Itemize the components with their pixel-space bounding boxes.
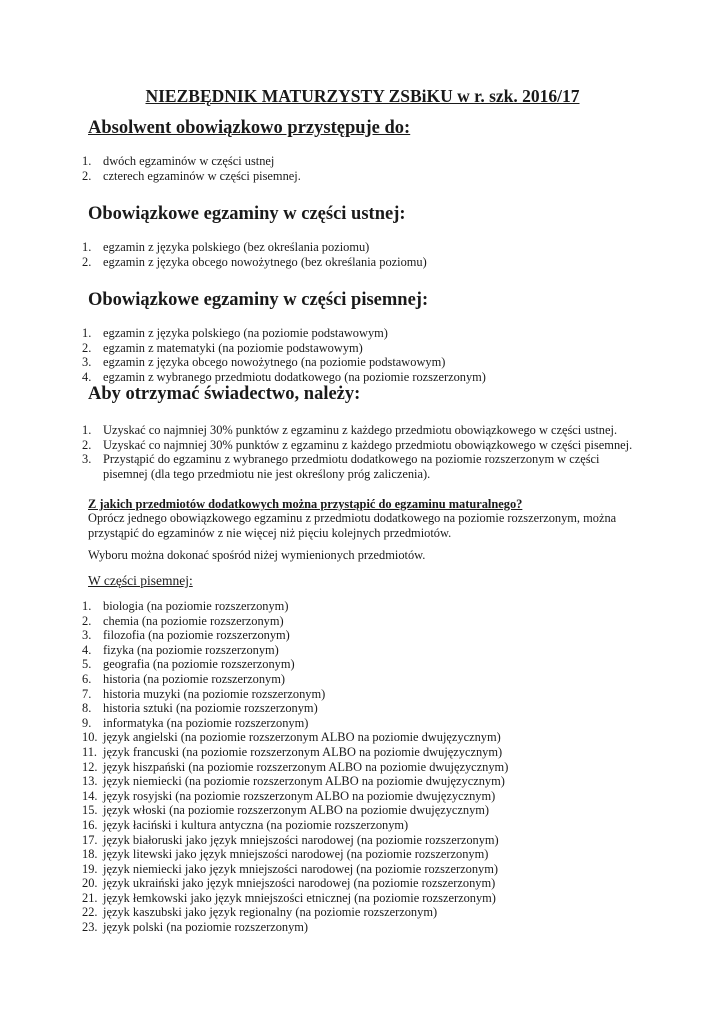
- list-item-number: 10.: [82, 730, 98, 745]
- list-item-text: egzamin z języka obcego nowożytnego (na poziomie podstawowym): [103, 355, 446, 370]
- list-item: [82, 154, 642, 169]
- list-item-text: język angielski (na poziomie rozszerzonym ALBO na poziomie dwujęzycznym): [103, 730, 501, 745]
- list-item: [82, 599, 642, 614]
- list-item-number: 5.: [82, 657, 92, 672]
- list-item-number: 6.: [82, 671, 92, 686]
- list-item: [82, 803, 642, 818]
- list-item-text: historia (na poziomie rozszerzonym): [103, 671, 286, 686]
- additional-subjects-question: Z jakich przedmiotów dodatkowych można przystąpić do egzaminu maturalnego?: [88, 497, 523, 511]
- list-item: [82, 341, 642, 356]
- additional-subjects-paragraph: Oprócz jednego obowiązkowego egzaminu z przedmiotu dodatkowego na poziomie rozszerzonym, można przystąpić do egzaminów z nie więcej niż pięciu kolejnych przedmiotów.: [88, 511, 617, 540]
- list-item-text: język litewski jako język mniejszości narodowej (na poziomie rozszerzonym): [103, 847, 489, 862]
- list-item: [82, 438, 642, 453]
- list-item-number: 23.: [82, 920, 98, 935]
- list-item-text: język włoski (na poziomie rozszerzonym ALBO na poziomie dwujęzycznym): [103, 803, 490, 818]
- section-heading-oral: Obowiązkowe egzaminy w części ustnej:: [88, 204, 406, 224]
- list-item-number: 2.: [82, 437, 92, 452]
- list-item-text: egzamin z wybranego przedmiotu dodatkowego (na poziomie rozszerzonym): [103, 369, 486, 384]
- list-item: [82, 657, 642, 672]
- list-item-number: 19.: [82, 861, 98, 876]
- list-item-text: język kaszubski jako język regionalny (na poziomie rozszerzonym): [103, 905, 438, 920]
- list-item-text: język białoruski jako język mniejszości narodowej (na poziomie rozszerzonym): [103, 832, 499, 847]
- list-item-number: 17.: [82, 832, 98, 847]
- list-item-number: 12.: [82, 759, 98, 774]
- list-item-text: język łaciński i kultura antyczna (na poziomie rozszerzonym): [103, 817, 409, 832]
- list-item: [82, 255, 642, 270]
- list-item-number: 3.: [82, 355, 92, 370]
- list-item-text: język niemiecki jako język mniejszości narodowej (na poziomie rozszerzonym): [103, 861, 498, 876]
- list-item: [82, 687, 642, 702]
- list-item-text: Uzyskać co najmniej 30% punktów z egzaminu z każdego przedmiotu obowiązkowego w części pisemnej.: [103, 437, 633, 452]
- list-item-text: język ukraiński jako język mniejszości narodowej (na poziomie rozszerzonym): [103, 876, 496, 891]
- list-item: [82, 701, 642, 716]
- list-item: [82, 672, 642, 687]
- list-item-text: chemia (na poziomie rozszerzonym): [103, 613, 284, 628]
- list-item-text: historia muzyki (na poziomie rozszerzonym): [103, 686, 326, 701]
- list-item-text: język francuski (na poziomie rozszerzonym ALBO na poziomie dwujęzycznym): [103, 744, 503, 759]
- list-item-number: 4.: [82, 642, 92, 657]
- list-item: [82, 370, 642, 385]
- list-item-text: czterech egzaminów w części pisemnej.: [103, 168, 301, 183]
- list-item-text: historia sztuki (na poziomie rozszerzonym): [103, 701, 318, 716]
- list-item-number: 9.: [82, 715, 92, 730]
- list-item: [82, 760, 642, 775]
- list-item-number: 21.: [82, 890, 98, 905]
- list-item-number: 4.: [82, 369, 92, 384]
- list-item: [82, 833, 642, 848]
- written-exams-list: [82, 326, 642, 384]
- list-item-number: 2.: [82, 168, 92, 183]
- list-item-text: egzamin z języka obcego nowożytnego (bez określania poziomu): [103, 254, 427, 269]
- list-item: [82, 905, 642, 920]
- list-item-number: 1.: [82, 326, 92, 340]
- list-item: [82, 745, 642, 760]
- list-item-number: 14.: [82, 788, 98, 803]
- list-item-text: egzamin z języka polskiego (na poziomie podstawowym): [103, 326, 388, 340]
- list-item-number: 3.: [82, 628, 92, 643]
- list-item: [82, 169, 642, 184]
- list-item: [82, 920, 642, 935]
- list-item-number: 1.: [82, 154, 92, 168]
- list-item-number: 2.: [82, 613, 92, 628]
- list-item-text: język niemiecki (na poziomie rozszerzonym ALBO na poziomie dwujęzycznym): [103, 774, 505, 789]
- list-item-text: Uzyskać co najmniej 30% punktów z egzaminu z każdego przedmiotu obowiązkowego w części ustnej.: [103, 423, 618, 437]
- list-item-number: 7.: [82, 686, 92, 701]
- list-item-number: 15.: [82, 803, 98, 818]
- list-item: [82, 818, 642, 833]
- list-item-number: 1.: [82, 240, 92, 254]
- list-item: [82, 423, 642, 438]
- list-item-text: filozofia (na poziomie rozszerzonym): [103, 628, 290, 643]
- list-item: [82, 628, 642, 643]
- list-item: [82, 326, 642, 341]
- list-item-text: egzamin z matematyki (na poziomie podstawowym): [103, 340, 363, 355]
- list-item-number: 11.: [82, 744, 98, 759]
- certificate-requirements-list: [82, 423, 642, 481]
- list-item-text: informatyka (na poziomie rozszerzonym): [103, 715, 309, 730]
- list-item: [82, 862, 642, 877]
- list-item-text: dwóch egzaminów w części ustnej: [103, 154, 275, 168]
- list-item: [82, 847, 642, 862]
- list-item-number: 20.: [82, 876, 98, 891]
- list-item: [82, 730, 642, 745]
- list-item: [82, 452, 642, 481]
- list-item: [82, 716, 642, 731]
- graduate-exams-list: [82, 154, 642, 183]
- list-item: [82, 614, 642, 629]
- section-heading-certificate: Aby otrzymać świadectwo, należy:: [88, 384, 361, 404]
- list-item-number: 8.: [82, 701, 92, 716]
- list-item: [82, 876, 642, 891]
- choice-paragraph: Wyboru można dokonać spośród niżej wymienionych przedmiotów.: [88, 548, 426, 562]
- list-item-text: język polski (na poziomie rozszerzonym): [103, 920, 309, 935]
- list-item-number: 16.: [82, 817, 98, 832]
- list-item: [82, 891, 642, 906]
- list-item-text: egzamin z języka polskiego (bez określania poziomu): [103, 240, 370, 254]
- list-item-text: biologia (na poziomie rozszerzonym): [103, 599, 289, 613]
- list-item-text: geografia (na poziomie rozszerzonym): [103, 657, 295, 672]
- list-item: [82, 355, 642, 370]
- list-item: [82, 774, 642, 789]
- additional-subjects-list: [82, 599, 642, 935]
- oral-exams-list: [82, 240, 642, 269]
- section-heading-written: Obowiązkowe egzaminy w części pisemnej:: [88, 290, 429, 310]
- list-item-text: język łemkowski jako język mniejszości etnicznej (na poziomie rozszerzonym): [103, 890, 496, 905]
- list-item-text: język hiszpański (na poziomie rozszerzonym ALBO na poziomie dwujęzycznym): [103, 759, 509, 774]
- list-item-text: fizyka (na poziomie rozszerzonym): [103, 642, 279, 657]
- list-item-number: 13.: [82, 774, 98, 789]
- document-title: NIEZBĘDNIK MATURZYSTY ZSBiKU w r. szk. 2016/17: [145, 86, 580, 106]
- list-item-number: 22.: [82, 905, 98, 920]
- list-item-number: 3.: [82, 452, 92, 467]
- list-item: [82, 240, 642, 255]
- list-item-number: 2.: [82, 340, 92, 355]
- list-item-number: 2.: [82, 254, 92, 269]
- list-item: [82, 643, 642, 658]
- written-part-heading: W części pisemnej:: [88, 573, 193, 588]
- list-item-number: 18.: [82, 847, 98, 862]
- list-item: [82, 789, 642, 804]
- list-item-text: język rosyjski (na poziomie rozszerzonym ALBO na poziomie dwujęzycznym): [103, 788, 496, 803]
- section-heading-graduate: Absolwent obowiązkowo przystępuje do:: [88, 118, 411, 138]
- list-item-number: 1.: [82, 599, 92, 613]
- list-item-number: 1.: [82, 423, 92, 437]
- list-item-text: Przystąpić do egzaminu z wybranego przedmiotu dodatkowego na poziomie rozszerzonym w części pisemnej (dla tego przedmiotu nie jest określony próg zaliczenia).: [103, 452, 600, 481]
